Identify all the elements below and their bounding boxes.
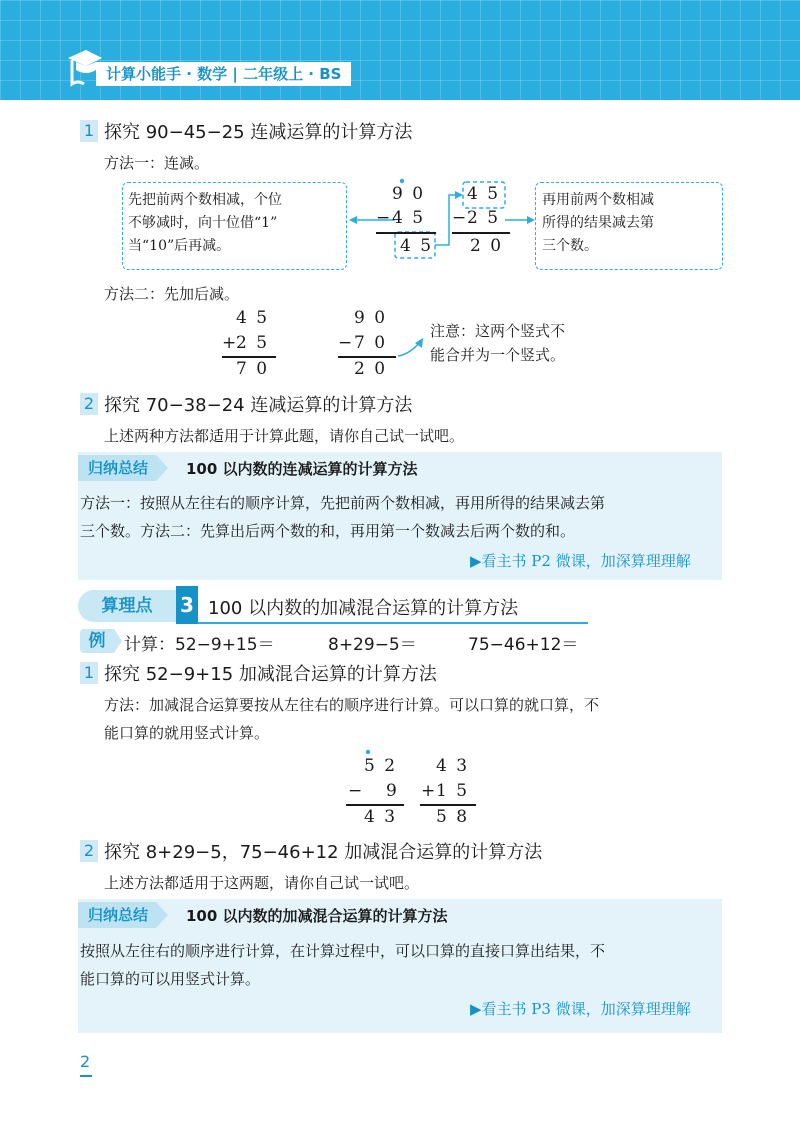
item-title: 探究 52−9+15 加减混合运算的计算方法 xyxy=(104,664,437,685)
calc5-result: 4 3 xyxy=(364,807,398,827)
calc6-op: + xyxy=(421,781,436,801)
calc6-line xyxy=(420,804,476,806)
calc2-second: 2 5 xyxy=(467,208,501,228)
calc1-line xyxy=(376,232,436,234)
calc2-op: − xyxy=(452,208,467,228)
calc-connectors xyxy=(345,178,545,268)
item-title: 探究 70−38−24 连减运算的计算方法 xyxy=(104,395,413,416)
summary-line: 能口算的可以用竖式计算。 xyxy=(80,970,261,988)
calc4-line xyxy=(338,356,396,358)
item-text: 上述两种方法都适用于计算此题，请你自己试一试吧。 xyxy=(104,427,465,445)
method2-label: 方法二：先加后减。 xyxy=(104,285,240,303)
item-text: 上述方法都适用于这两题，请你自己试一试吧。 xyxy=(104,874,420,892)
right-note-line: 三个数。 xyxy=(542,238,598,254)
summary-line: 方法一：按照从左往右的顺序计算，先把前两个数相减，再用所得的结果减去第 xyxy=(80,494,606,512)
micro-lesson-link[interactable]: ▶看主书 P2 微课，加深算理理解 xyxy=(470,552,691,570)
item-number: 1 xyxy=(80,120,98,142)
micro-lesson-link[interactable]: ▶看主书 P3 微课，加深算理理解 xyxy=(470,1000,691,1018)
calc5-second: 9 xyxy=(386,781,397,801)
calc4-top: 9 0 xyxy=(354,308,388,328)
summary-heading: 100 以内数的连减运算的计算方法 xyxy=(186,460,418,478)
calc3-top: 4 5 xyxy=(236,308,270,328)
calc1-second: 4 5 xyxy=(392,208,426,228)
calc2-result: 2 0 xyxy=(470,236,504,256)
calc4-result: 2 0 xyxy=(354,359,388,379)
summary-tag: 归纳总结 xyxy=(78,902,156,928)
calc4-op: − xyxy=(338,333,353,353)
summary-line: 三个数。方法二：先算出后两个数的和，再用第一个数减去后两个数的和。 xyxy=(80,522,576,540)
calc5-top: 5 2 xyxy=(364,756,398,776)
item-text: 能口算的就用竖式计算。 xyxy=(104,724,270,742)
example-b: 8+29−5＝ xyxy=(328,635,417,655)
summary-heading: 100 以内数的加减混合运算的计算方法 xyxy=(186,907,448,925)
item-number: 2 xyxy=(80,393,98,415)
calc3-line xyxy=(222,356,276,358)
calc4-second: 7 0 xyxy=(354,333,388,353)
section-number: 3 xyxy=(176,586,198,624)
book-title: 计算小能手 · 数学 | 二年级上 · BS xyxy=(96,62,351,86)
left-note-line: 当“10”后再减。 xyxy=(128,238,231,254)
section-underline xyxy=(198,622,588,624)
note-line: 能合并为一个竖式。 xyxy=(430,346,566,364)
calc3-second: 2 5 xyxy=(236,333,270,353)
item-number: 2 xyxy=(80,840,98,862)
calc3-op: + xyxy=(222,333,237,353)
summary-tag: 归纳总结 xyxy=(78,455,156,481)
calc2-line xyxy=(452,232,510,234)
item-number: 1 xyxy=(80,662,98,684)
calc5-line xyxy=(346,804,404,806)
borrow-dot-icon xyxy=(365,749,371,755)
section-pill: 算理点 xyxy=(78,590,176,622)
calc5-op: − xyxy=(348,781,363,801)
method1-label: 方法一：连减。 xyxy=(104,154,210,172)
page-number: 2 xyxy=(80,1052,91,1071)
calc2-top: 4 5 xyxy=(467,184,501,204)
calc6-result: 5 8 xyxy=(436,807,470,827)
calc6-top: 4 3 xyxy=(436,756,470,776)
page-header xyxy=(0,0,800,100)
item-title: 探究 8+29−5，75−46+12 加减混合运算的计算方法 xyxy=(104,842,543,863)
calc1-result: 4 5 xyxy=(400,236,434,256)
calc1-top: 9 0 xyxy=(392,184,426,204)
calc1-op: − xyxy=(376,208,391,228)
left-note-line: 先把前两个数相减，个位 xyxy=(128,192,282,208)
calc3-result: 7 0 xyxy=(236,359,270,379)
example-c: 75−46+12＝ xyxy=(468,635,579,655)
example-a: 计算：52−9+15＝ xyxy=(124,635,275,655)
calc6-second: 1 5 xyxy=(436,781,470,801)
page-number-underline xyxy=(80,1075,92,1077)
left-note-line: 不够减时，向十位借“1” xyxy=(128,215,278,231)
right-note-line: 再用前两个数相减 xyxy=(542,192,654,208)
note-arrow-icon xyxy=(396,336,426,360)
item-title: 探究 90−45−25 连减运算的计算方法 xyxy=(104,122,413,143)
note-line: 注意：这两个竖式不 xyxy=(430,322,566,340)
right-note-line: 所得的结果减去第 xyxy=(542,215,654,231)
section-title: 100 以内数的加减混合运算的计算方法 xyxy=(208,598,519,619)
example-badge: 例 xyxy=(80,629,114,653)
summary-line: 按照从左往右的顺序进行计算，在计算过程中，可以口算的直接口算出结果，不 xyxy=(80,942,606,960)
item-text: 方法：加减混合运算要按从左往右的顺序进行计算。可以口算的就口算，不 xyxy=(104,696,600,714)
